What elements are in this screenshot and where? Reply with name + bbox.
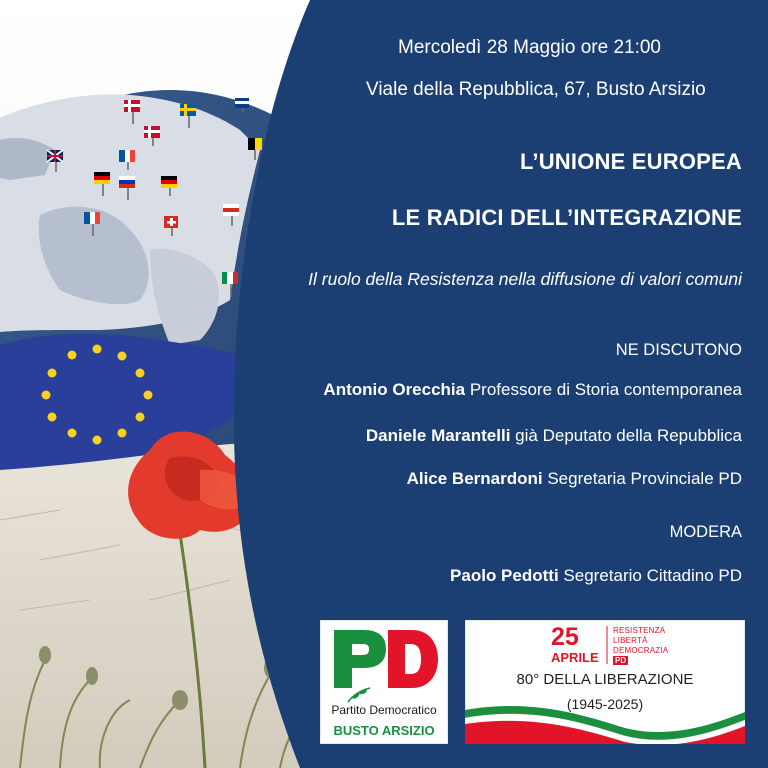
pd-logo [320, 620, 448, 744]
badge-tagline-1: RESISTENZA [613, 626, 666, 635]
speaker-name: Antonio Orecchia [323, 380, 466, 399]
badge-tagline-3: DEMOCRAZIA [613, 646, 669, 655]
badge-tagline-2: LIBERTÀ [613, 636, 648, 645]
moderator-item [450, 566, 742, 586]
speaker-item [407, 469, 742, 489]
anniversary-badge [465, 620, 745, 744]
event-subtitle: Il ruolo della Resistenza nella diffusione di valori comuni [308, 269, 742, 289]
moderator-name: Paolo Pedotti [450, 566, 559, 585]
speaker-item [366, 426, 742, 446]
speaker-role: Professore di Storia contemporanea [469, 380, 742, 399]
speaker-name: Alice Bernardoni [406, 469, 543, 488]
pd-logo-city: BUSTO ARSIZIO [333, 723, 435, 738]
speaker-role: Segretaria Provinciale PD [547, 469, 742, 488]
badge-day: 25 [551, 623, 579, 651]
badge-title: 80° DELLA LIBERAZIONE [516, 671, 694, 688]
moderator-label: MODERA [669, 523, 742, 541]
pd-logo-party-name: Partito Democratico [331, 703, 437, 717]
speaker-name: Daniele Marantelli [365, 426, 511, 445]
speaker-role: già Deputato della Repubblica [515, 426, 742, 445]
badge-pd-mini-logo: PD [615, 656, 627, 665]
event-title-line-2: LE RADICI DELL’INTEGRAZIONE [391, 205, 742, 230]
speaker-item [323, 380, 742, 400]
badge-month: APRILE [551, 650, 599, 665]
event-date-time: Mercoledì 28 Maggio ore 21:00 [398, 37, 661, 58]
event-venue: Viale della Repubblica, 67, Busto Arsizio [366, 79, 706, 100]
panel-label: NE DISCUTONO [615, 341, 742, 359]
event-title-line-1: L’UNIONE EUROPEA [519, 149, 742, 174]
badge-years: (1945-2025) [566, 696, 644, 712]
moderator-role: Segretario Cittadino PD [563, 566, 742, 585]
